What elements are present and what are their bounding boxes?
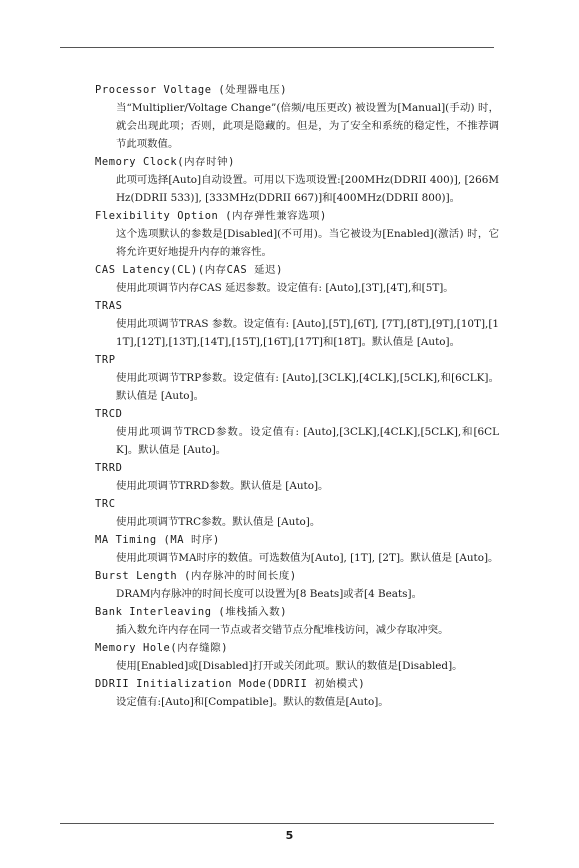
header-rule xyxy=(60,47,494,48)
setting-term: TRAS xyxy=(95,300,123,312)
setting-description: 此项可选择[Auto]自动设置。可用以下选项设置:[200MHz(DDRII 400)], [266MHz(DDRII 533)], [333MHz(DDRII 667)]和[400MHz(DDRII 800)]。 xyxy=(116,174,499,204)
setting-term: Memory Hole(内存缝隙) xyxy=(95,642,229,654)
page-number: 5 xyxy=(285,829,294,842)
setting-term: Processor Voltage (处理器电压) xyxy=(95,84,288,96)
footer-rule xyxy=(60,823,494,824)
setting-item xyxy=(95,495,499,531)
setting-term: Flexibility Option (内存弹性兼容选项) xyxy=(95,210,327,222)
setting-description: 使用此项调节TRCD参数。设定值有: [Auto],[3CLK],[4CLK],[5CLK],和[6CLK]。默认值是 [Auto]。 xyxy=(116,426,499,456)
setting-item xyxy=(95,603,499,639)
setting-item xyxy=(95,351,499,405)
setting-description: 使用[Enabled]或[Disabled]打开或关闭此项。默认的数值是[Disabled]。 xyxy=(116,660,463,672)
setting-description: 插入数允许内存在同一节点或者交错节点分配堆栈访问，减少存取冲突。 xyxy=(116,624,449,636)
setting-term: TRCD xyxy=(95,408,123,420)
setting-description: 使用此项调节TRAS 参数。设定值有: [Auto],[5T],[6T], [7T],[8T],[9T],[10T],[11T],[12T],[13T],[14T],[15T],[16T],[17T]和[18T]。默认值是 [Auto]。 xyxy=(116,318,499,348)
setting-item xyxy=(95,261,499,297)
setting-term: TRC xyxy=(95,498,116,510)
setting-description: 使用此项调节内存CAS 延迟参数。设定值有: [Auto],[3T],[4T],和[5T]。 xyxy=(116,282,454,294)
setting-term: Burst Length (内存脉冲的时间长度) xyxy=(95,570,297,582)
setting-term: Bank Interleaving (堆栈插入数) xyxy=(95,606,288,618)
setting-description: 设定值有:[Auto]和[Compatible]。默认的数值是[Auto]。 xyxy=(116,696,389,708)
setting-term: DDRII Initialization Mode(DDRII 初始模式) xyxy=(95,678,366,690)
setting-term: TRP xyxy=(95,354,116,366)
setting-description: DRAM内存脉冲的时间长度可以设置为[8 Beats]或者[4 Beats]。 xyxy=(116,588,422,600)
setting-description: 这个选项默认的参数是[Disabled](不可用)。当它被设为[Enabled](激活) 时，它将允许更好地提升内存的兼容性。 xyxy=(116,228,499,258)
setting-description: 使用此项调节TRC参数。默认值是 [Auto]。 xyxy=(116,516,321,528)
setting-description: 使用此项调节MA时序的数值。可选数值为[Auto], [1T], [2T]。默认值是 [Auto]。 xyxy=(116,552,499,564)
setting-item xyxy=(95,207,499,261)
setting-item xyxy=(95,567,499,603)
setting-term: CAS Latency(CL)(内存CAS 延迟) xyxy=(95,264,283,276)
setting-item xyxy=(95,459,499,495)
bios-settings-list xyxy=(95,81,499,711)
setting-term: TRRD xyxy=(95,462,123,474)
setting-item xyxy=(95,297,499,351)
setting-item xyxy=(95,153,499,207)
setting-item xyxy=(95,405,499,459)
setting-item xyxy=(95,639,499,675)
setting-term: MA Timing (MA 时序) xyxy=(95,534,220,546)
setting-term: Memory Clock(内存时钟) xyxy=(95,156,235,168)
setting-description: 当“Multiplier/Voltage Change”(倍频/电压更改) 被设置为[Manual](手动) 时，就会出现此项；否则，此项是隐藏的。但是，为了安全和系统的稳定性，不推荐调节此项数值。 xyxy=(116,102,499,150)
setting-description: 使用此项调节TRRD参数。默认值是 [Auto]。 xyxy=(116,480,329,492)
setting-item xyxy=(95,675,499,711)
setting-item xyxy=(95,81,499,153)
setting-item xyxy=(95,531,499,567)
setting-description: 使用此项调节TRP参数。设定值有: [Auto],[3CLK],[4CLK],[5CLK],和[6CLK]。默认值是 [Auto]。 xyxy=(116,372,499,402)
